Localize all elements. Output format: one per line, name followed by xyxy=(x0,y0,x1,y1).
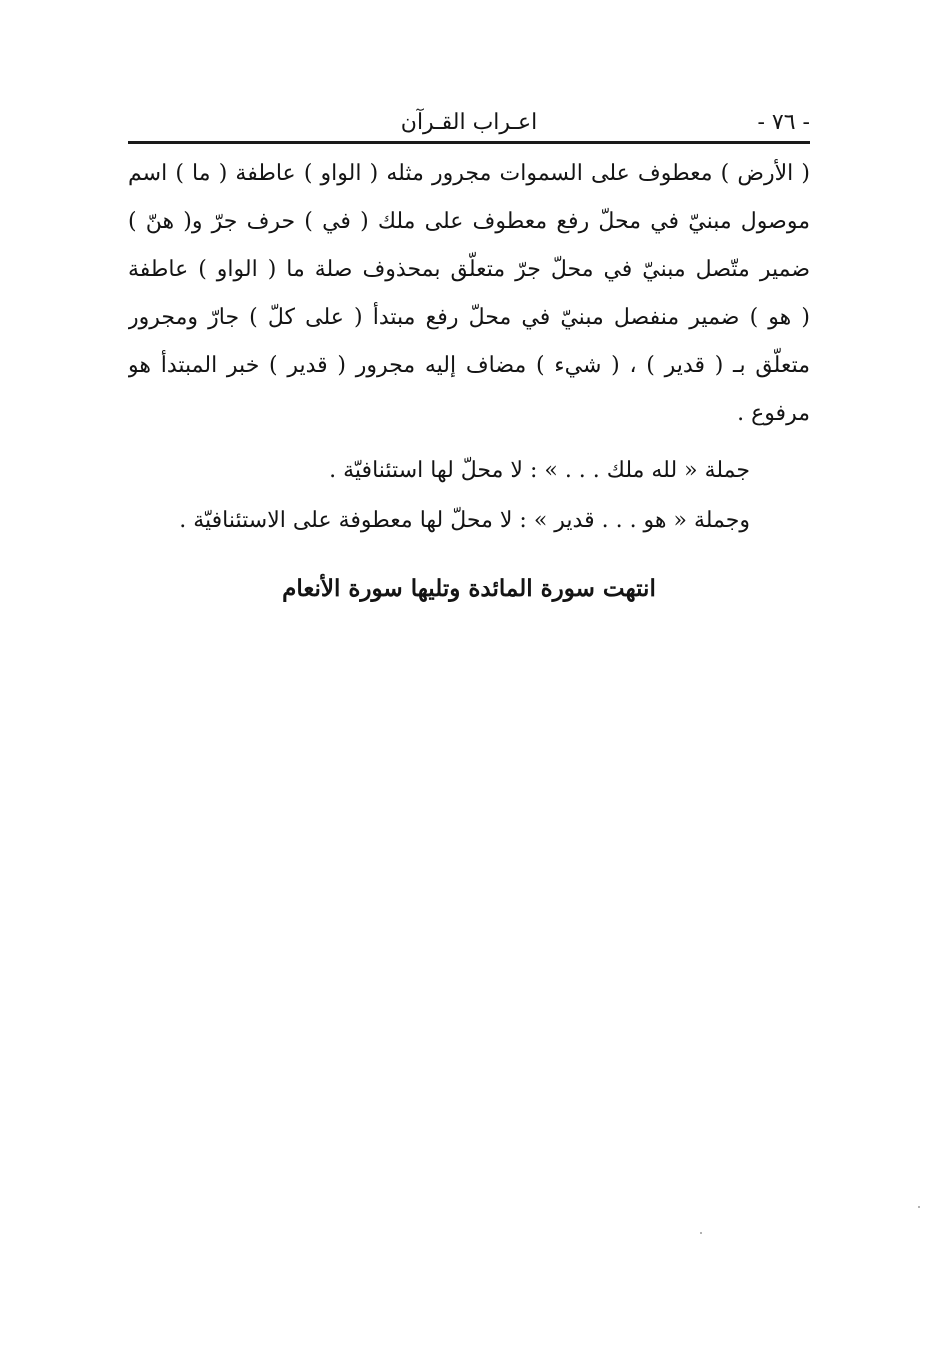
sentence-line: جملة « لله ملك . . . » : لا محلّ لها استئنافيّة . xyxy=(329,458,750,483)
page-header xyxy=(128,108,810,142)
page-number: - ٧٦ - xyxy=(757,110,810,135)
paragraph-line: ( الأرض ) معطوف على السموات مجرور مثله ( الواو ) عاطفة ( ما ) اسم xyxy=(128,161,810,186)
paragraph-line: ( هو ) ضمير منفصل مبنيّ في محلّ رفع مبتدأ ( على كلّ ) جارّ ومجرور xyxy=(128,305,810,330)
paragraph-line: ضمير متّصل مبنيّ في محلّ جرّ متعلّق بمحذوف صلة ما ( الواو ) عاطفة xyxy=(128,257,810,282)
surah-closing-note: انتهت سورة المائدة وتليها سورة الأنعام xyxy=(282,575,656,602)
paragraph-line: مرفوع . xyxy=(737,401,810,426)
sentence-analysis xyxy=(128,446,750,546)
paragraph-line: موصول مبنيّ في محلّ رفع معطوف على ملك ( في ) حرف جرّ و( هنّ ) xyxy=(128,209,810,234)
grammar-paragraph xyxy=(128,150,810,438)
scan-speck xyxy=(918,1206,920,1208)
running-title: اعـراب القـرآن xyxy=(400,110,538,135)
sentence-line: وجملة « هو . . . قدير » : لا محلّ لها معطوفة على الاستئنافيّة . xyxy=(179,508,750,533)
header-rule xyxy=(128,141,810,144)
paragraph-line: متعلّق بـ ( قدير ) ، ( شيء ) مضاف إليه مجرور ( قدير ) خبر المبتدأ هو xyxy=(128,353,810,378)
scan-speck xyxy=(700,1232,702,1234)
